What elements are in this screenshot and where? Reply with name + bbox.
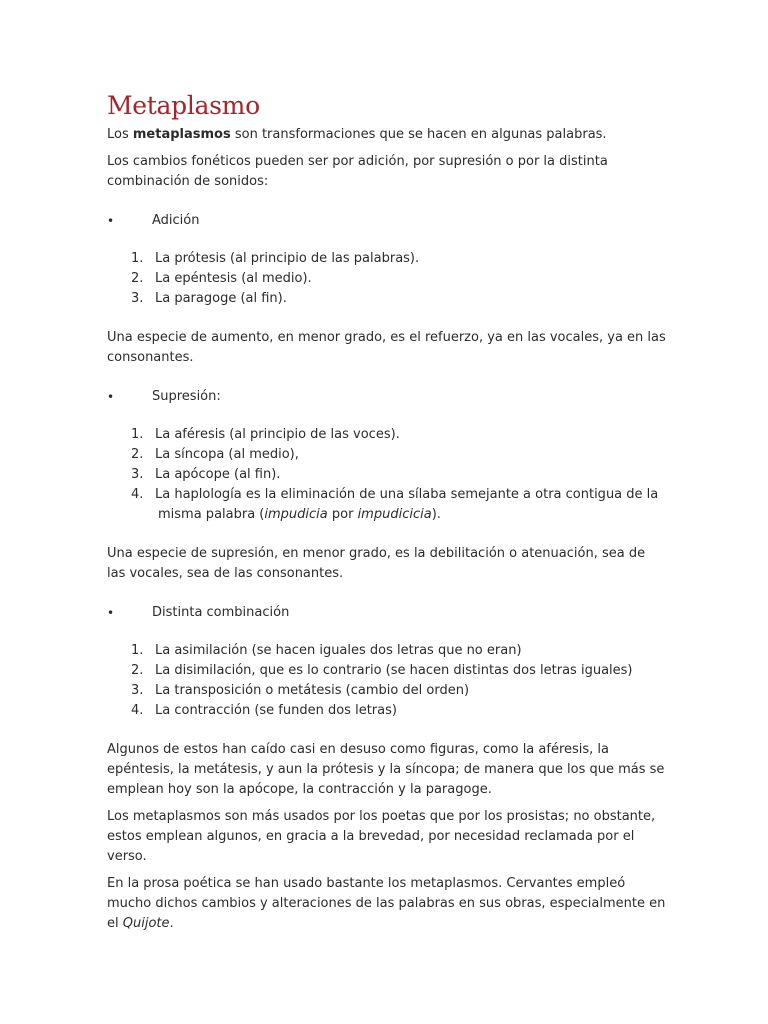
list-item: 1. La aféresis (al principio de las voces). (131, 427, 400, 442)
list-item: 1. La prótesis (al principio de las palabras). (131, 251, 420, 266)
combinacion-list (107, 641, 667, 721)
adicion-note: Una especie de aumento, en menor grado, es el refuerzo, ya en las vocales, ya en las consonantes. (107, 330, 666, 365)
supresion-list (107, 425, 667, 525)
list-item: 2. La disimilación, que es lo contrario (se hacen distintas dos letras iguales) (131, 663, 633, 678)
supresion-note: Una especie de supresión, en menor grado, es la debilitación o atenuación, sea de las vocales, sea de las consonantes. (107, 546, 646, 581)
section-heading-label: Supresión: (152, 389, 221, 404)
closing-paragraph-1: Algunos de estos han caído casi en desuso como figuras, como la aféresis, la epéntesis, la metátesis, y aun la prótesis y la síncopa; de manera que los que más se emplean hoy son la apócope, la contracción y la paragoge. (107, 742, 665, 797)
page-title: Metaplasmo (107, 91, 260, 120)
list-item: 4. La contracción (se funden dos letras) (131, 703, 397, 718)
section-supresion-heading (107, 387, 667, 407)
list-item: 2. La epéntesis (al medio). (131, 271, 312, 286)
list-item: 2. La síncopa (al medio), (131, 447, 299, 462)
intro-prefix: Los (107, 127, 133, 142)
cambios-paragraph: Los cambios fonéticos pueden ser por adición, por supresión o por la distinta combinación de sonidos: (107, 154, 608, 189)
final-paragraph: En la prosa poética se han usado bastante los metaplasmos. Cervantes empleó mucho dichos cambios y alteraciones de las palabras en sus obras, especialmente en el Quijote. (107, 876, 666, 931)
list-item: 3. La apócope (al fin). (131, 467, 281, 482)
list-item: 1. La asimilación (se hacen iguales dos letras que no eran) (131, 643, 522, 658)
bullet-icon: • (107, 214, 115, 228)
section-heading-label: Distinta combinación (152, 605, 290, 620)
closing-paragraph-2: Los metaplasmos son más usados por los poetas que por los prosistas; no obstante, estos emplean algunos, en gracia a la brevedad, por necesidad reclamada por el verso. (107, 809, 656, 864)
bullet-icon: • (107, 606, 115, 620)
section-heading-label: Adición (152, 213, 200, 228)
intro-bold-term: metaplasmos (132, 127, 231, 142)
list-item: 3. La paragoge (al fin). (131, 291, 287, 306)
section-combinacion-heading (107, 603, 667, 623)
adicion-list (107, 249, 667, 309)
bullet-icon: • (107, 390, 115, 404)
intro-paragraph (107, 125, 667, 145)
list-item: 4. La haplología es la eliminación de una sílaba semejante a otra contigua de la misma palabra (impudicia por impudicicia). (131, 487, 659, 522)
document-page (107, 88, 667, 934)
list-item: 3. La transposición o metátesis (cambio del orden) (131, 683, 470, 698)
intro-suffix: son transformaciones que se hacen en algunas palabras. (230, 127, 607, 142)
quijote-italic: Quijote (122, 916, 170, 931)
section-adicion-heading (107, 211, 667, 231)
